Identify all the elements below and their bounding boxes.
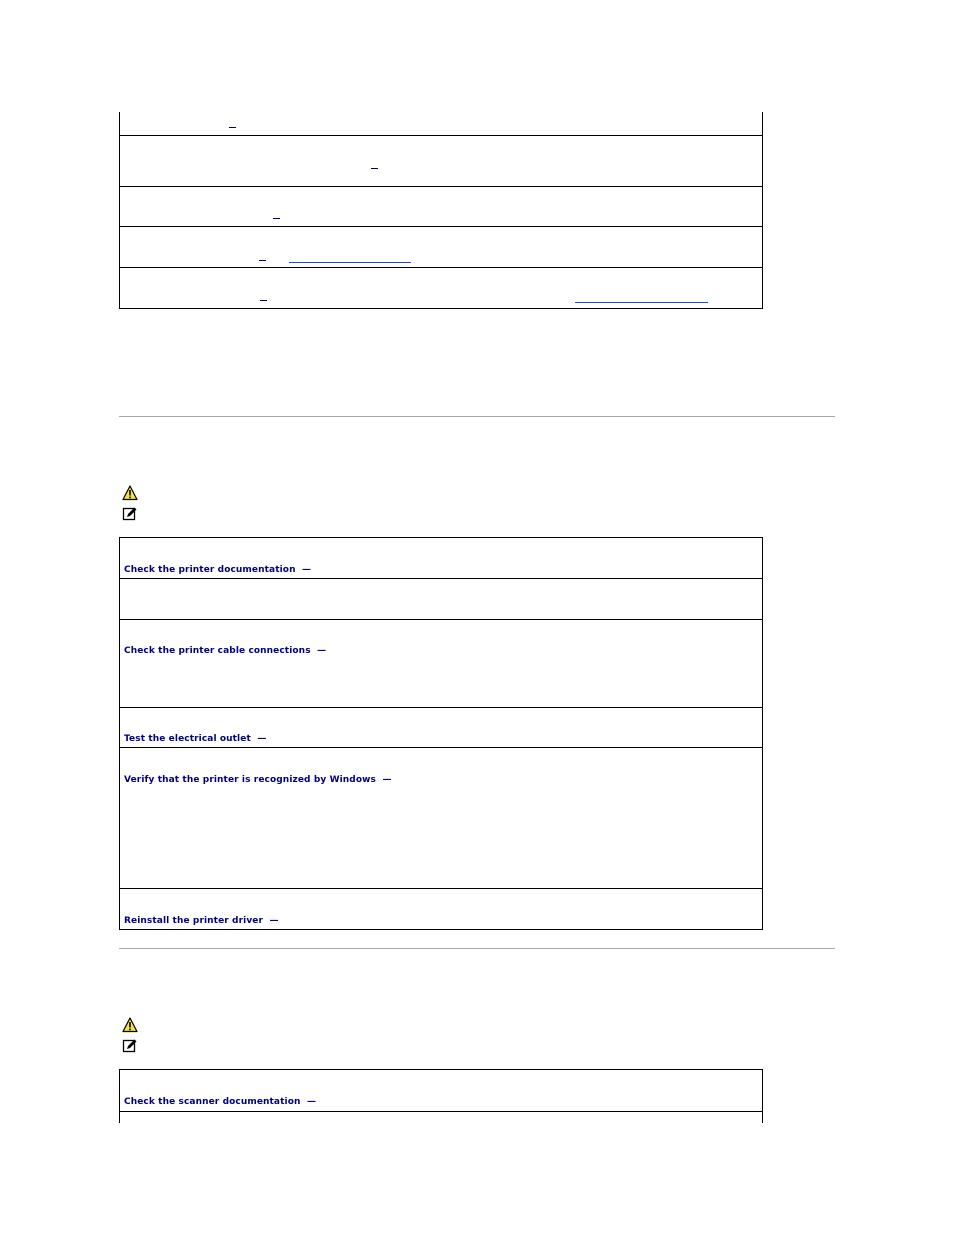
row-heading: Test the electrical outlet — xyxy=(124,734,267,744)
cross-reference-link[interactable] xyxy=(575,302,708,303)
row-heading: Verify that the printer is recognized by Windows — xyxy=(124,775,392,785)
section-rule xyxy=(119,948,835,949)
note-icon xyxy=(122,506,138,522)
printer-row-outlet xyxy=(120,708,762,748)
inline-link-marker[interactable] xyxy=(260,300,267,301)
inline-link-marker[interactable] xyxy=(371,168,378,169)
scanner-table xyxy=(119,1069,763,1123)
inline-link-marker[interactable] xyxy=(229,127,236,128)
cross-reference-link[interactable] xyxy=(289,262,411,263)
caution-icon xyxy=(122,1017,138,1033)
top-table xyxy=(119,112,763,309)
top-table-row-4 xyxy=(120,227,762,268)
scanner-row-documentation xyxy=(120,1070,762,1111)
caution-icon xyxy=(122,485,138,501)
inline-link-marker[interactable] xyxy=(273,218,280,219)
row-heading: Reinstall the printer driver — xyxy=(124,916,279,926)
inline-link-marker[interactable] xyxy=(259,260,266,261)
note-icon xyxy=(122,1038,138,1054)
printer-row-windows xyxy=(120,748,762,889)
printer-row-documentation xyxy=(120,538,762,579)
section-rule xyxy=(119,416,835,417)
printer-row-cable xyxy=(120,620,762,708)
printer-table xyxy=(119,537,763,930)
row-heading: Check the printer cable connections — xyxy=(124,646,327,656)
row-heading: Check the scanner documentation — xyxy=(124,1097,317,1107)
top-table-row-3 xyxy=(120,187,762,227)
row-heading: Check the printer documentation — xyxy=(124,565,312,575)
top-table-row-1 xyxy=(120,112,762,136)
row-divider xyxy=(120,1111,762,1112)
top-table-row-2 xyxy=(120,136,762,187)
printer-row-blank xyxy=(120,579,762,620)
printer-row-driver xyxy=(120,889,762,929)
top-table-row-5 xyxy=(120,268,762,308)
